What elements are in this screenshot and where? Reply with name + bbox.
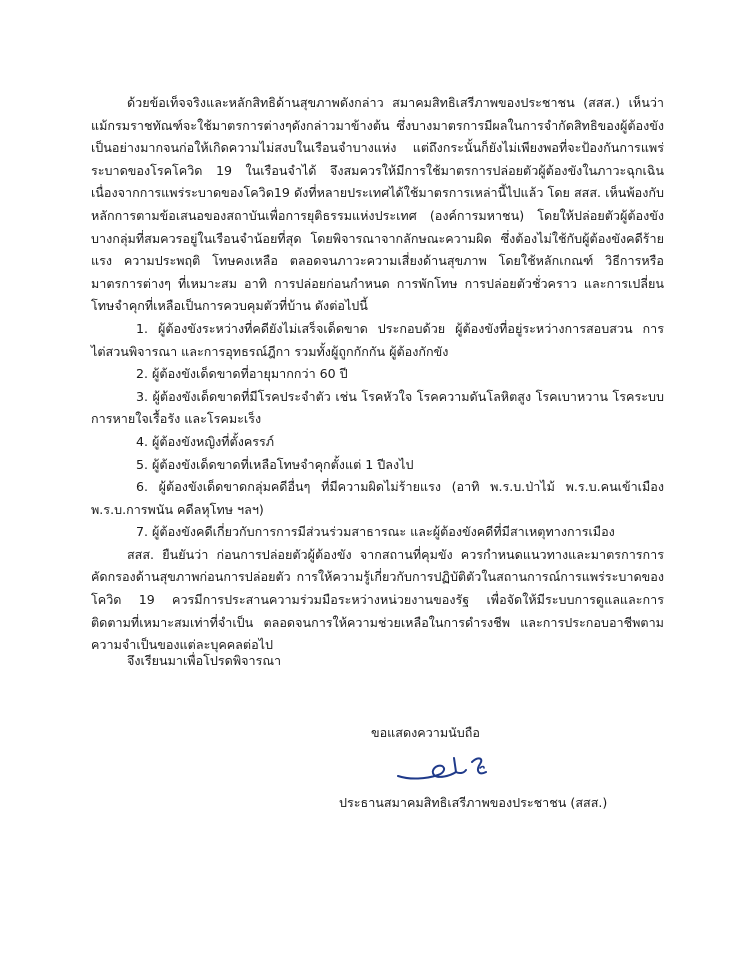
list-item: 2. ผู้ต้องขังเด็ดขาดที่อายุมากกว่า 60 ปี (136, 366, 348, 382)
signature-icon (392, 746, 522, 788)
list-item: 5. ผู้ต้องขังเด็ดขาดที่เหลือโทษจำคุกตั้งแต่ 1 ปีลงไป (136, 456, 414, 472)
emphasis-paragraph: สสส. ยืนยันว่า ก่อนการปล่อยตัวผู้ต้องขัง จากสถานที่คุมขัง ควรกำหนดแนวทางและมาตรการการคัดกรองด้านสุขภาพก่อนการปล่อยตัว การให้ความรู้เกี่ยวกับการปฏิบัติตัวในสถานการณ์การแพร่ระบาดของโควิด 19 ควรมีการประสานความร่วมมือระหว่างหน่วยงานของรัฐ เพื่อจัดให้มีระบบการดูแลและการติดตามที่เหมาะสมเท่าที่จำเป็น ตลอดจนการให้ความช่วยเหลือในการดำรงชีพ และการประกอบอาชีพตามความจำเป็นของแต่ละบุคคลต่อไป (91, 546, 664, 653)
list-item: 6. ผู้ต้องขังเด็ดขาดกลุ่มคดีอื่นๆ ที่มีความผิดไม่ร้ายแรง (อาทิ พ.ร.บ.ป่าไม้ พ.ร.บ.คนเข้าเมือง พ.ร.บ.การพนัน คดีลหุโทษ ฯลฯ) (91, 479, 664, 517)
list-item: 7. ผู้ต้องขังคดีเกี่ยวกับการการมีส่วนร่วมสาธารณะ และผู้ต้องขังคดีที่มีสาเหตุทางการเมือง (136, 524, 615, 540)
list-item: 4. ผู้ต้องขังหญิงที่ตั้งครรภ์ (136, 433, 275, 449)
closing-line: จึงเรียนมาเพื่อโปรดพิจารณา (127, 653, 282, 668)
list-item: 3. ผู้ต้องขังเด็ดขาดที่มีโรคประจำตัว เช่น โรคหัวใจ โรคความดันโลหิตสูง โรคเบาหวาน โรคระบบการหายใจเรื้อรัง และโรคมะเร็ง (91, 388, 664, 427)
regards-line: ขอแสดงความนับถือ (371, 725, 480, 740)
signer-title: ประธานสมาคมสิทธิเสรีภาพของประชาชน (สสส.) (339, 795, 608, 810)
list-item: 1. ผู้ต้องขังระหว่างที่คดียังไม่เสร็จเด็ดขาด ประกอบด้วย ผู้ต้องขังที่อยู่ระหว่างการสอบสวน การไต่สวนพิจารณา และการอุทธรณ์ฎีกา รวมทั้งผู้ถูกกักกัน ผู้ต้องกักขัง (91, 320, 664, 359)
letter-body (91, 92, 664, 657)
intro-paragraph: ด้วยข้อเท็จจริงและหลักสิทธิด้านสุขภาพดังกล่าว สมาคมสิทธิเสรีภาพของประชาชน (สสส.) เห็นว่า แม้กรมราชทัณฑ์จะใช้มาตรการต่างๆดังกล่าวมาข้างต้น ซึ่งบางมาตรการมีผลในการจำกัดสิทธิของผู้ต้องขังเป็นอย่างมากจนก่อให้เกิดความไม่สงบในเรือนจำบางแห่ง แต่ถึงกระนั้นก็ยังไม่เพียงพอที่จะป้องกันการแพร่ระบาดของโรคโควิด 19 ในเรือนจำได้ จึงสมควรให้มีการใช้มาตรการปล่อยตัวผู้ต้องขังในภาวะฉุกเฉินเนื่องจากการแพร่ระบาดของโควิด19 ดังที่หลายประเทศได้ใช้มาตรการเหล่านี้ไปแล้ว โดย สสส. เห็นพ้องกับหลักการตามข้อเสนอของสถาบันเพื่อการยุติธรรมแห่งประเทศ (องค์การมหาชน) โดยให้ปล่อยตัวผู้ต้องขังบางกลุ่มที่สมควรอยู่ในเรือนจำน้อยที่สุด โดยพิจารณาจากลักษณะความผิด ซึ่งต้องไม่ใช้กับผู้ต้องขังคดีร้ายแรง ความประพฤติ โทษคงเหลือ ตลอดจนภาวะความเสี่ยงด้านสุขภาพ โดยใช้หลักเกณฑ์ วิธีการหรือมาตรการต่างๆ ที่เหมาะสม อาทิ การปล่อยก่อนกำหนด การพักโทษ การปล่อยตัวชั่วคราว และการเปลี่ยนโทษจำคุกที่เหลือเป็นการควบคุมตัวที่บ้าน ดังต่อไปนี้ (91, 95, 664, 314)
